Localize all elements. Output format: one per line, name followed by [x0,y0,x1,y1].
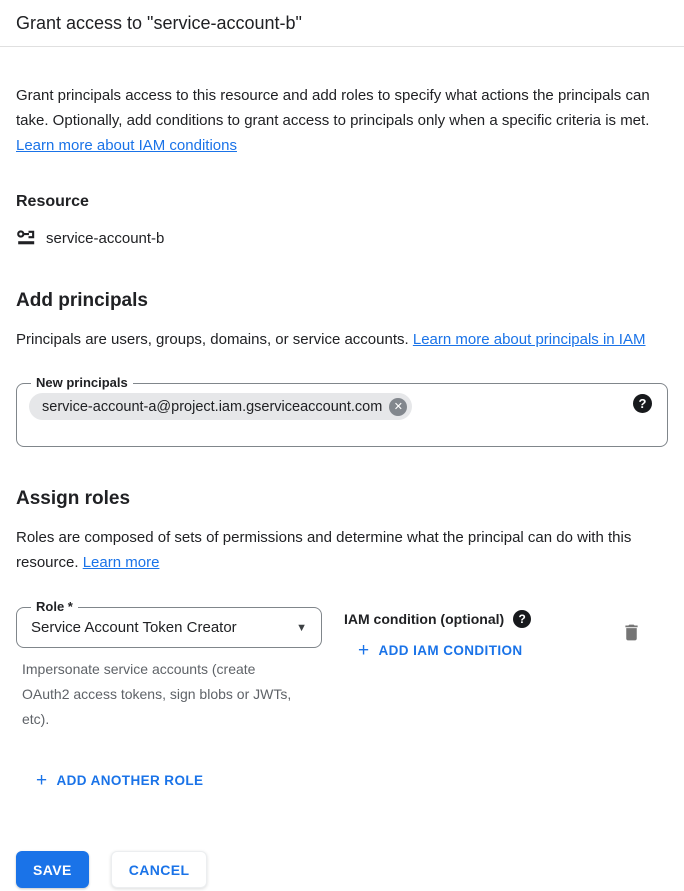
iam-condition-label: IAM condition (optional) [344,611,505,627]
new-principals-label: New principals [31,375,133,390]
add-iam-condition-label: ADD IAM CONDITION [378,643,523,658]
trash-icon [621,622,642,643]
delete-role-column [619,607,644,648]
iam-condition-column [344,607,619,664]
dropdown-arrow-icon: ▼ [296,621,307,634]
role-value: Service Account Token Creator [31,619,237,636]
add-another-role-label: ADD ANOTHER ROLE [56,773,204,788]
add-principals-text: Principals are users, groups, domains, or service accounts. [16,331,409,348]
header-divider [0,46,684,47]
add-principals-paragraph [16,327,668,352]
dialog-actions [16,851,668,888]
dialog-body [0,83,684,888]
role-column [16,599,322,732]
service-account-icon [16,228,36,248]
iam-condition-label-row [344,610,619,628]
role-label: Role * [31,599,78,614]
cancel-button[interactable]: CANCEL [111,851,208,888]
role-description: Impersonate service accounts (create OAuth2 access tokens, sign blobs or JWTs, etc). [22,661,292,727]
principals-help-icon[interactable]: ? [633,394,652,413]
add-iam-condition-button[interactable] [352,637,529,664]
role-row [16,599,668,732]
intro-paragraph [16,83,668,158]
principal-chip-text: service-account-a@project.iam.gserviceaccount.com [42,398,383,415]
assign-roles-text: Roles are composed of sets of permissions and determine what the principal can do with this resource. [16,529,632,571]
resource-heading: Resource [16,193,89,210]
role-select[interactable] [16,599,322,648]
principals-link[interactable]: Learn more about principals in IAM [412,331,646,348]
assign-roles-heading: Assign roles [16,488,131,509]
condition-help-icon[interactable]: ? [513,610,531,628]
add-another-role-button[interactable] [30,767,209,794]
assign-roles-paragraph [16,525,668,575]
resource-row [16,228,668,248]
learn-more-link[interactable]: Learn more [82,554,160,571]
principal-chip [29,393,412,420]
dialog-title: Grant access to "service-account-b" [16,13,302,33]
iam-conditions-link[interactable]: Learn more about IAM conditions [16,137,237,154]
plus-icon: + [36,770,48,791]
intro-text: Grant principals access to this resource and add roles to specify what actions the principals can take. Optionally, add conditions to grant access to principals only when a specific criteria is met. [16,87,650,129]
add-principals-heading: Add principals [16,290,148,311]
delete-role-button[interactable] [619,620,644,645]
plus-icon: + [358,640,370,661]
dialog-header [0,0,684,46]
chip-remove-icon[interactable]: ✕ [389,398,407,416]
new-principals-field[interactable] [16,375,668,447]
resource-name: service-account-b [46,229,165,247]
save-button[interactable]: SAVE [16,851,89,888]
